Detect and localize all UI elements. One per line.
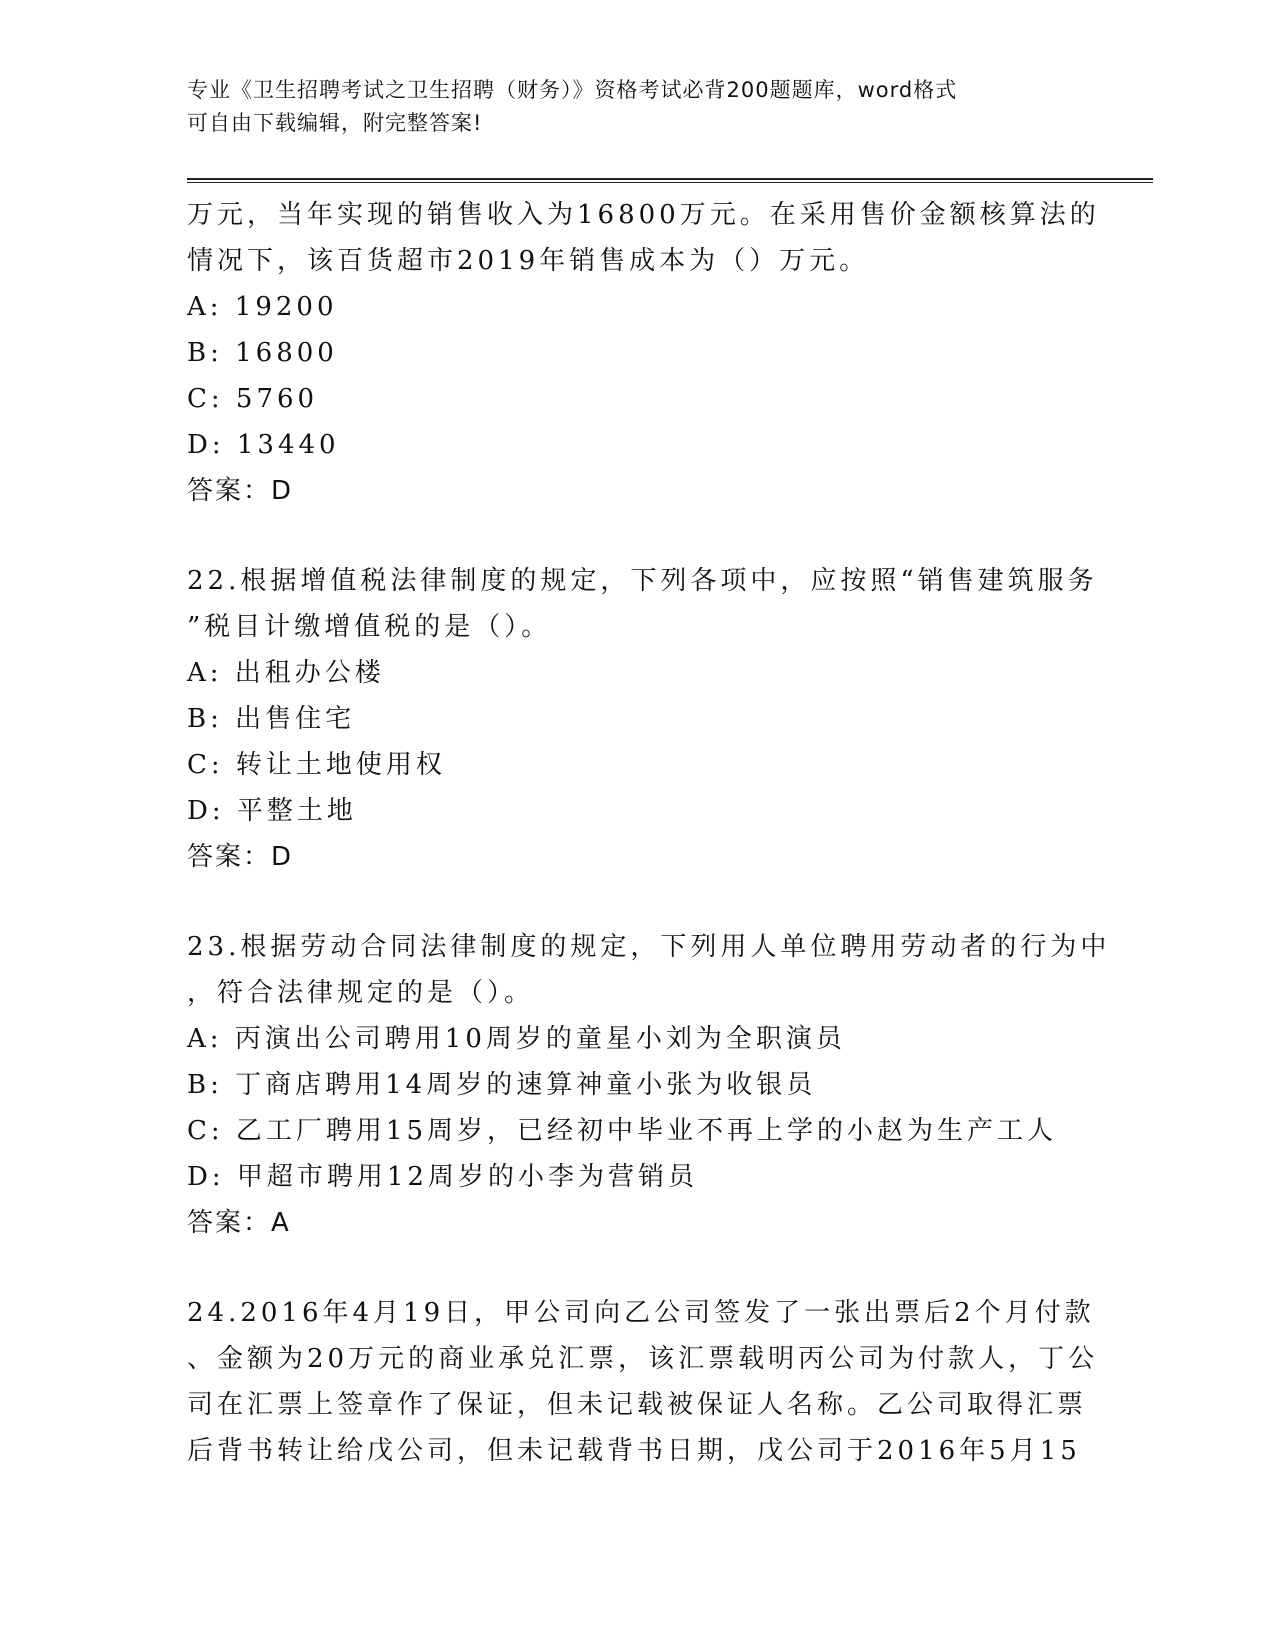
header-rule-thin: [187, 182, 1153, 183]
header-title-line-2: 可自由下载编辑，附完整答案!: [187, 111, 483, 135]
question-22: [187, 558, 1098, 880]
option-b: B: 丁商店聘用14周岁的速算神童小张为收银员: [187, 1070, 817, 1100]
option-d: D: 甲超市聘用12周岁的小李为营销员: [187, 1162, 698, 1192]
option-a: A: 出租办公楼: [187, 658, 385, 688]
header-rule-thick: [187, 178, 1153, 180]
spacer: [187, 514, 1087, 558]
spacer: [187, 1246, 1087, 1290]
question-stem-line: 24.2016年4月19日，甲公司向乙公司签发了一张出票后2个月付款: [187, 1298, 1095, 1328]
option-a: A: 19200: [187, 292, 338, 322]
question-stem-line: ”税目计缴增值税的是（）。: [187, 612, 552, 642]
option-c: C: 5760: [187, 384, 319, 414]
option-d: D: 平整土地: [187, 796, 357, 826]
question-stem-line: 情况下，该百货超市2019年销售成本为（）万元。: [187, 246, 870, 276]
answer: 答案：D: [187, 476, 294, 506]
answer: 答案：A: [187, 1208, 291, 1238]
question-23: [187, 924, 1111, 1246]
question-stem-line: 万元，当年实现的销售收入为16800万元。在采用售价金额核算法的: [187, 200, 1100, 230]
question-stem-line: ，符合法律规定的是（）。: [187, 978, 535, 1008]
question-stem-line: 、金额为20万元的商业承兑汇票，该汇票载明丙公司为付款人，丁公: [187, 1344, 1099, 1374]
spacer: [187, 880, 1087, 924]
document-header: [187, 74, 1087, 140]
option-d: D: 13440: [187, 430, 340, 460]
question-24: [187, 1290, 1099, 1474]
option-c: C: 乙工厂聘用15周岁，已经初中毕业不再上学的小赵为生产工人: [187, 1116, 1058, 1146]
question-stem-line: 司在汇票上签章作了保证，但未记载被保证人名称。乙公司取得汇票: [187, 1390, 1088, 1420]
question-stem-line: 后背书转让给戊公司，但未记载背书日期，戊公司于2016年5月15: [187, 1436, 1081, 1466]
option-b: B: 16800: [187, 338, 338, 368]
answer: 答案：D: [187, 842, 294, 872]
question-stem-line: 23.根据劳动合同法律制度的规定，下列用人单位聘用劳动者的行为中: [187, 932, 1111, 962]
question-stem-line: 22.根据增值税法律制度的规定，下列各项中，应按照“销售建筑服务: [187, 566, 1098, 596]
question-21: [187, 192, 1100, 514]
option-a: A: 丙演出公司聘用10周岁的童星小刘为全职演员: [187, 1024, 846, 1054]
question-content: [187, 192, 1111, 1474]
header-title-line-1: 专业《卫生招聘考试之卫生招聘（财务）》资格考试必背200题题库，word格式: [187, 78, 958, 102]
option-b: B: 出售住宅: [187, 704, 356, 734]
option-c: C: 转让土地使用权: [187, 750, 446, 780]
